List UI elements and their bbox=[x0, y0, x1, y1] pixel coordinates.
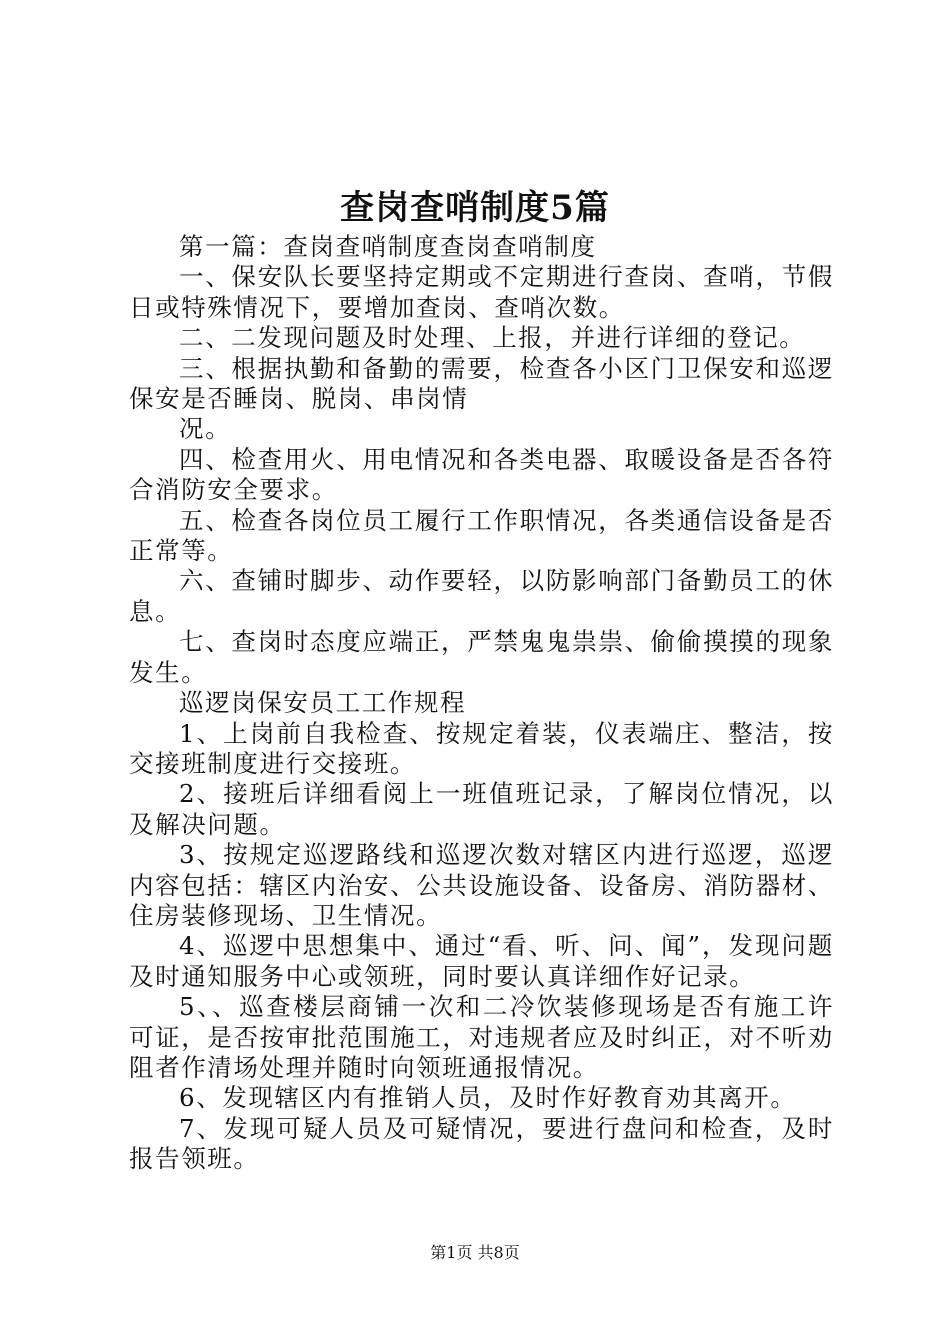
paragraph: 三、根据执勤和备勤的需要，检查各小区门卫保安和巡逻保安是否睡岗、脱岗、串岗情 bbox=[129, 353, 834, 414]
document-title: 查岗查哨制度5篇 bbox=[340, 188, 610, 228]
paragraph: 4、巡逻中思想集中、通过“看、听、问、闻”，发现问题及时通知服务中心或领班，同时要认真详细作好记录。 bbox=[129, 931, 834, 991]
paragraph: 七、查岗时态度应端正，严禁鬼鬼祟祟、偷偷摸摸的现象发生。 bbox=[129, 627, 834, 687]
paragraph: 况。 bbox=[179, 414, 232, 444]
paragraph: 五、检查各岗位员工履行工作职情况，各类通信设备是否正常等。 bbox=[129, 505, 834, 566]
paragraph: 四、检查用火、用电情况和各类电器、取暖设备是否各符合消防安全要求。 bbox=[129, 444, 834, 505]
paragraph: 6、发现辖区内有推销人员，及时作好教育劝其离开。 bbox=[179, 1083, 797, 1113]
page-number-footer: 第1页 共8页 bbox=[430, 1243, 520, 1262]
paragraph: 2、接班后详细看阅上一班值班记录，了解岗位情况，以及解决问题。 bbox=[129, 779, 834, 839]
paragraph: 第一篇：查岗查哨制度查岗查哨制度 bbox=[179, 232, 597, 261]
paragraph: 六、查铺时脚步、动作要轻，以防影响部门备勤员工的休息。 bbox=[129, 566, 834, 626]
paragraph: 一、保安队长要坚持定期或不定期进行查岗、查哨，节假日或特殊情况下，要增加查岗、查哨次数。 bbox=[129, 262, 834, 322]
paragraph: 7、发现可疑人员及可疑情况，要进行盘问和检查，及时报告领班。 bbox=[129, 1113, 834, 1174]
paragraph: 5、、巡查楼层商铺一次和二冷饮装修现场是否有施工许可证，是否按审批范围施工，对违规者应及时纠正，对不听劝阻者作清场处理并随时向领班通报情况。 bbox=[129, 992, 834, 1082]
document-body bbox=[129, 232, 834, 1175]
paragraph: 1、上岗前自我检查、按规定着装，仪表端庄、整洁，按交接班制度进行交接班。 bbox=[129, 718, 834, 778]
paragraph: 3、按规定巡逻路线和巡逻次数对辖区内进行巡逻，巡逻内容包括：辖区内治安、公共设施设备、设备房、消防器材、住房装修现场、卫生情况。 bbox=[129, 840, 834, 930]
section-heading: 巡逻岗保安员工工作规程 bbox=[179, 688, 467, 718]
paragraph: 二、二发现问题及时处理、上报，并进行详细的登记。 bbox=[179, 323, 806, 353]
